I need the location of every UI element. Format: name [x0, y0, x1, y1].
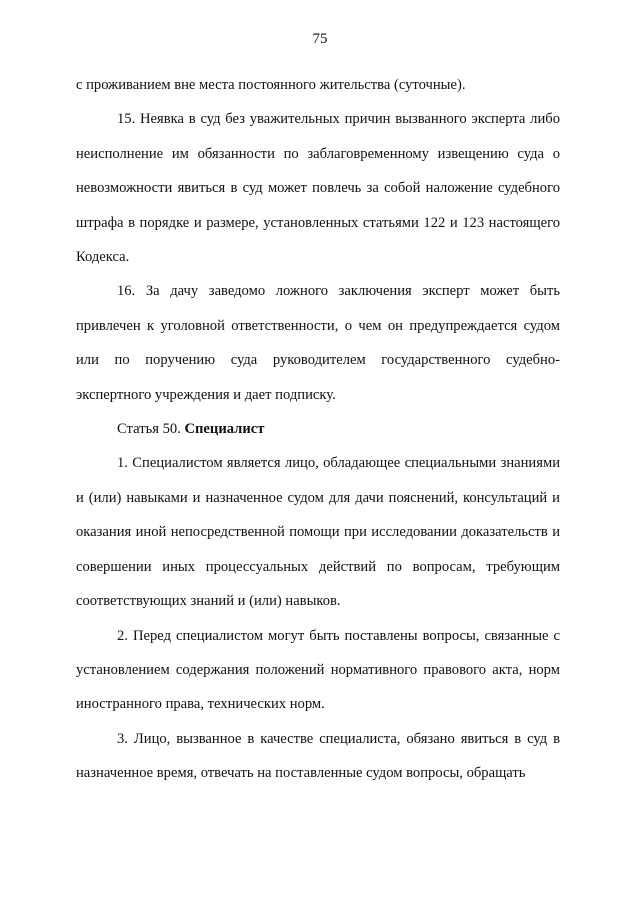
document-body: [76, 68, 560, 791]
paragraph-15: 15. Неявка в суд без уважительных причин вызванного эксперта либо неисполнение им обязанности по заблаговременному извещению суда о невозможности явиться в суд может повлечь за собой наложение судебного штрафа в порядке и размере, установленных статьями 122 и 123 настоящего Кодекса.: [76, 111, 560, 266]
paragraph-16: 16. За дачу заведомо ложного заключения эксперт может быть привлечен к уголовной ответственности, о чем он предупреждается судом или по поручению суда руководителем государственного судебно-экспертного учреждения и дает подписку.: [76, 283, 560, 403]
article-paragraph-1: 1. Специалистом является лицо, обладающее специальными знаниями и (или) навыками и назначенное судом для дачи пояснений, консультаций и оказания иной непосредственной помощи при исследовании доказательств и совершении иных процессуальных действий по вопросам, требующим соответствующих знаний и (или) навыков.: [76, 455, 560, 610]
paragraph-continuation: с проживанием вне места постоянного жительства (суточные).: [76, 77, 466, 93]
article-paragraph-2: 2. Перед специалистом могут быть поставлены вопросы, связанные с установлением содержания положений нормативного правового акта, норм иностранного права, технических норм.: [76, 627, 560, 713]
page-number: 75: [312, 31, 328, 47]
article-heading: [76, 412, 560, 446]
article-paragraph-3: 3. Лицо, вызванное в качестве специалиста, обязано явиться в суд в назначенное время, отвечать на поставленные судом вопросы, обращать: [76, 730, 560, 782]
article-prefix: Статья 50.: [117, 421, 185, 438]
article-title: Специалист: [184, 421, 265, 438]
